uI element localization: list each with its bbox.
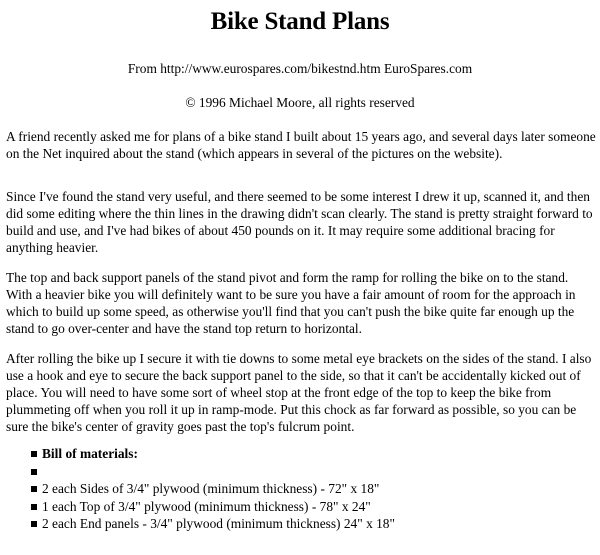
paragraph-ramp: The top and back support panels of the stand pivot and form the ramp for rolling the bike on to the stand. With a heavier bike you will definitely want to be sure you have a fair amount of room for the approach in which to build up some speed, as otherwise you'll find that you can't push the bike quite far enough up the stand to go over-center and have the stand top return to horizontal. bbox=[6, 270, 576, 336]
page-title: Bike Stand Plans bbox=[210, 8, 390, 35]
list-item-text: 2 each End panels - 3/4" plywood (minimum thickness) 24" x 18" bbox=[42, 516, 395, 531]
source-line: From http://www.eurospares.com/bikestnd.htm EuroSpares.com bbox=[127, 61, 473, 76]
bill-of-materials-heading: Bill of materials: bbox=[42, 446, 138, 461]
bullet-icon bbox=[31, 504, 37, 510]
bullet-icon bbox=[31, 521, 37, 527]
bullet-icon bbox=[31, 486, 37, 492]
bill-of-materials-list bbox=[0, 445, 600, 533]
paragraph-securing: After rolling the bike up I secure it with tie downs to some metal eye brackets on the sides of the stand. I also use a hook and eye to secure the back support panel to the side, so that it can't be accidentally kicked out of place. You will need to have some sort of wheel stop at the front edge of the top to keep the bike from plummeting off when you roll it up in ramp-mode. Put this chock as far forward as possible, so you can be sure the bike's center of gravity goes past the top's fulcrum point. bbox=[6, 351, 592, 434]
list-item bbox=[0, 445, 600, 463]
bullet-icon bbox=[31, 469, 37, 475]
list-item bbox=[0, 515, 600, 533]
list-item bbox=[0, 498, 600, 516]
list-item-text: 2 each Sides of 3/4" plywood (minimum thickness) - 72" x 18" bbox=[42, 481, 380, 496]
paragraph-drawing-notes: Since I've found the stand very useful, and there seemed to be some interest I drew it up, scanned it, and then did some editing where the thin lines in the drawing didn't scan clearly. The stand is pretty straight forward to build and use, and I've had bikes of about 450 pounds on it. It may require some additional bracing for anything heavier. bbox=[6, 189, 593, 255]
bullet-icon bbox=[31, 451, 37, 457]
paragraph-intro: A friend recently asked me for plans of a bike stand I built about 15 years ago, and several days later someone on the Net inquired about the stand (which appears in several of the pictures on the website). bbox=[6, 129, 596, 161]
list-item bbox=[0, 480, 600, 498]
copyright-line: © 1996 Michael Moore, all rights reserved bbox=[185, 95, 415, 110]
list-item-text: 1 each Top of 3/4" plywood (minimum thickness) - 78" x 24" bbox=[42, 498, 371, 514]
list-item bbox=[0, 463, 600, 481]
